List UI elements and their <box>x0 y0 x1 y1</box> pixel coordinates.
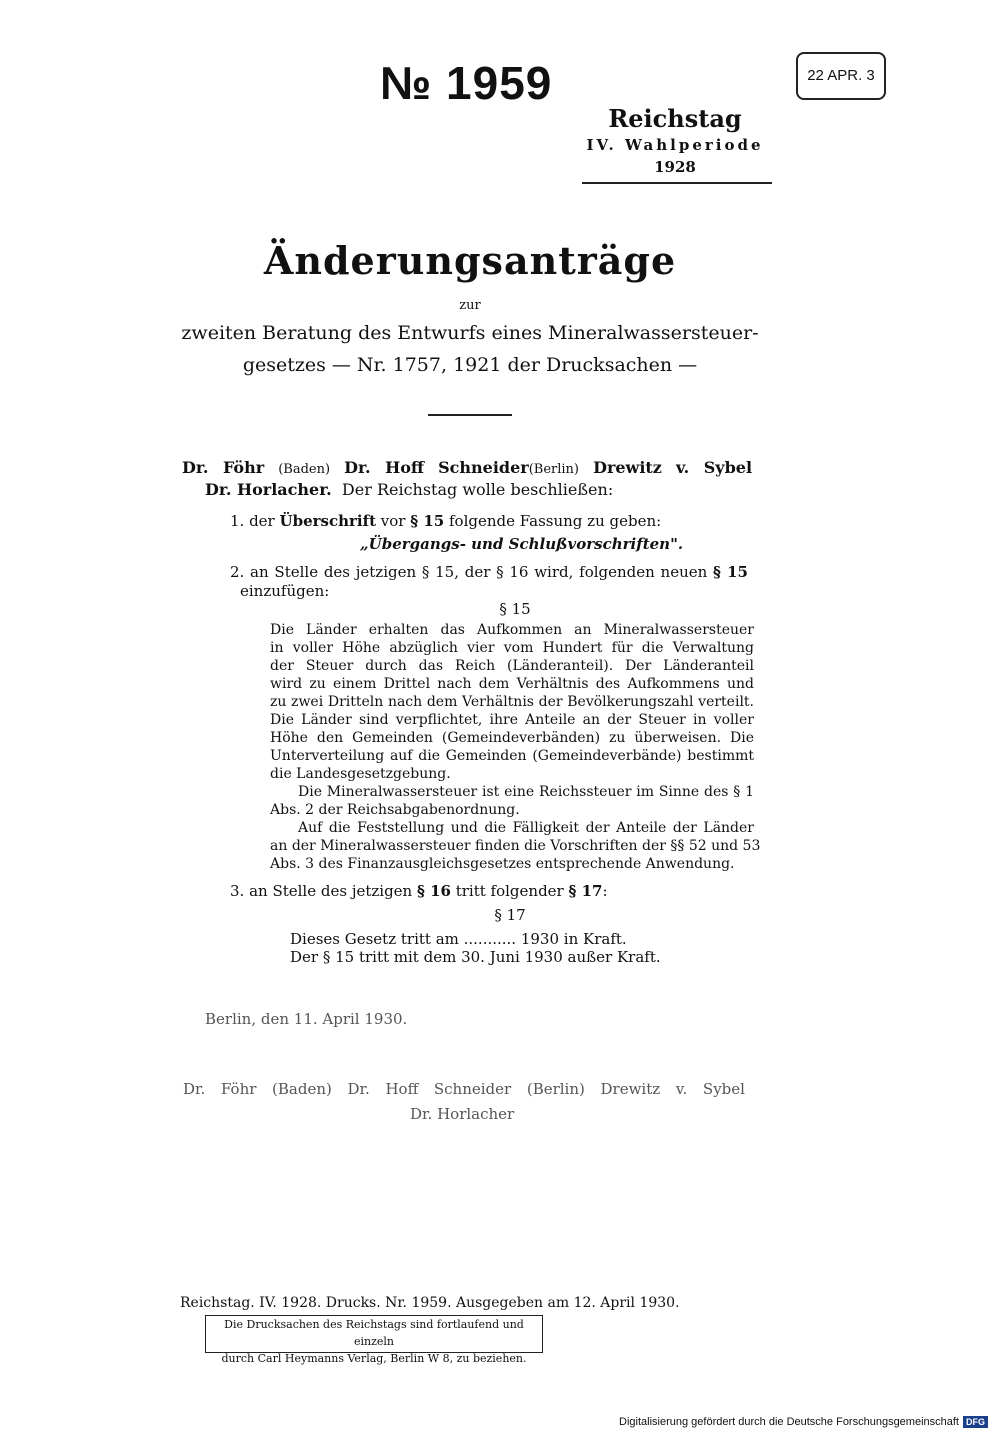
item-text: vor <box>380 512 406 530</box>
header-rule <box>582 182 772 184</box>
paragraph-line: Auf die Feststellung und die Fälligkeit der Anteile der Länder <box>298 820 754 836</box>
expiry-line: Der § 15 tritt mit dem 30. Juni 1930 außer Kraft. <box>290 948 661 966</box>
paragraph-line: wird zu einem Drittel nach dem Verhältnis des Aufkommens und <box>270 676 754 692</box>
digitization-text: Digitalisierung gefördert durch die Deutsche Forschungsgemeinschaft <box>619 1416 959 1428</box>
subtitle-line: zweiten Beratung des Entwurfs eines Mineralwassersteuer- <box>181 322 759 344</box>
signature-line <box>183 1080 745 1098</box>
item-text: : <box>602 882 608 900</box>
document-number: № 1959 <box>380 57 553 109</box>
signature: Dr. Föhr (Baden) <box>183 1080 332 1098</box>
wahlperiode-label: IV. Wahlperiode <box>586 136 764 154</box>
paragraph-line: Höhe den Gemeinden (Gemeindeverbänden) zu überweisen. Die <box>270 730 754 746</box>
paragraph-line: zu zwei Dritteln nach dem Verhältnis der Bevölkerungszahl verteilt. <box>270 694 754 710</box>
proposer-name: Drewitz <box>593 458 662 477</box>
proposer-region: (Berlin) <box>528 462 579 477</box>
distribution-notice-box <box>205 1315 543 1365</box>
paragraph-line: Die Mineralwassersteuer ist eine Reichssteuer im Sinne des § 1 <box>298 784 754 800</box>
proposer-name: Dr. Hoff <box>344 458 425 477</box>
notice-line: Die Drucksachen des Reichstags sind fortlaufend und einzeln <box>224 1318 524 1348</box>
signature: Dr. Horlacher <box>410 1105 515 1123</box>
paragraph-line: an der Mineralwassersteuer finden die Vorschriften der §§ 52 und 53 <box>270 838 761 854</box>
effective-date-line: Dieses Gesetz tritt am ........... 1930 in Kraft. <box>290 930 627 948</box>
signature: Schneider (Berlin) <box>433 1080 585 1098</box>
proposer-name: v. Sybel <box>675 458 753 477</box>
paragraph-line: Abs. 3 des Finanzausgleichsgesetzes entsprechende Anwendung. <box>270 856 735 872</box>
item-emphasis: § 16 <box>417 882 451 900</box>
item-text: 1. der <box>230 512 275 530</box>
notice-line: durch Carl Heymanns Verlag, Berlin W 8, zu beziehen. <box>221 1352 527 1365</box>
reichstag-label: Reichstag <box>608 104 742 133</box>
amendment-item-1 <box>230 512 661 530</box>
subtitle-line: gesetzes — Nr. 1757, 1921 der Drucksachen — <box>242 354 698 376</box>
received-stamp: 22 APR. 3 <box>796 52 886 100</box>
amendment-item-2 <box>230 563 748 581</box>
paragraph-line: der Steuer durch das Reich (Länderanteil). Der Länderanteil <box>270 658 754 674</box>
year-label: 1928 <box>654 158 696 176</box>
item-emphasis: Überschrift <box>279 512 376 530</box>
paragraph-line: in voller Höhe abzüglich vier vom Hundert für die Verwaltung <box>270 640 754 656</box>
item-emphasis: § 17 <box>568 882 603 900</box>
publication-footer: Reichstag. IV. 1928. Drucks. Nr. 1959. Ausgegeben am 12. April 1930. <box>180 1295 680 1311</box>
section-heading: § 17 <box>494 906 526 924</box>
proposer-name: Dr. Horlacher. <box>205 480 332 499</box>
paragraph-line: die Landesgesetzgebung. <box>270 766 451 782</box>
digitization-credit <box>619 1416 988 1428</box>
paragraph-line: Die Länder erhalten das Aufkommen an Mineralwassersteuer <box>270 622 754 638</box>
document-title: Änderungsanträge <box>263 238 677 283</box>
paragraph-line: Abs. 2 der Reichsabgabenordnung. <box>270 802 520 818</box>
proposer-name: Schneider <box>438 458 529 477</box>
dfg-logo: DFG <box>963 1416 988 1428</box>
proposer-region: (Baden) <box>278 462 331 477</box>
title-connector: zur <box>459 298 481 313</box>
new-heading-quote: „Übergangs- und Schlußvorschriften". <box>360 535 684 553</box>
item-text: folgende Fassung zu geben: <box>448 512 662 530</box>
section-heading: § 15 <box>499 600 531 618</box>
proposers-line <box>205 480 613 499</box>
signature: Dr. Hoff <box>347 1080 419 1098</box>
paragraph-line: Die Länder sind verpflichtet, ihre Anteile an der Steuer in voller <box>270 712 754 728</box>
place-date: Berlin, den 11. April 1930. <box>205 1010 408 1028</box>
item-emphasis: § 15 <box>713 563 748 581</box>
resolution-intro: Der Reichstag wolle beschließen: <box>341 480 614 499</box>
amendment-item-3 <box>230 882 608 900</box>
item-emphasis: § 15 <box>410 512 445 530</box>
signature: Drewitz <box>600 1080 661 1098</box>
paragraph-line: Unterverteilung auf die Gemeinden (Gemeindeverbände) bestimmt <box>270 748 754 764</box>
proposer-name: Dr. Föhr <box>182 458 265 477</box>
item-continuation: einzufügen: <box>240 582 330 600</box>
signature: v. Sybel <box>675 1080 745 1098</box>
item-text: 2. an Stelle des jetzigen § 15, der § 16 wird, folgenden neuen <box>230 563 708 581</box>
item-text: 3. an Stelle des jetzigen <box>230 882 413 900</box>
proposers-line <box>182 458 752 477</box>
item-text: tritt folgender <box>455 882 564 900</box>
divider-rule <box>428 414 512 416</box>
